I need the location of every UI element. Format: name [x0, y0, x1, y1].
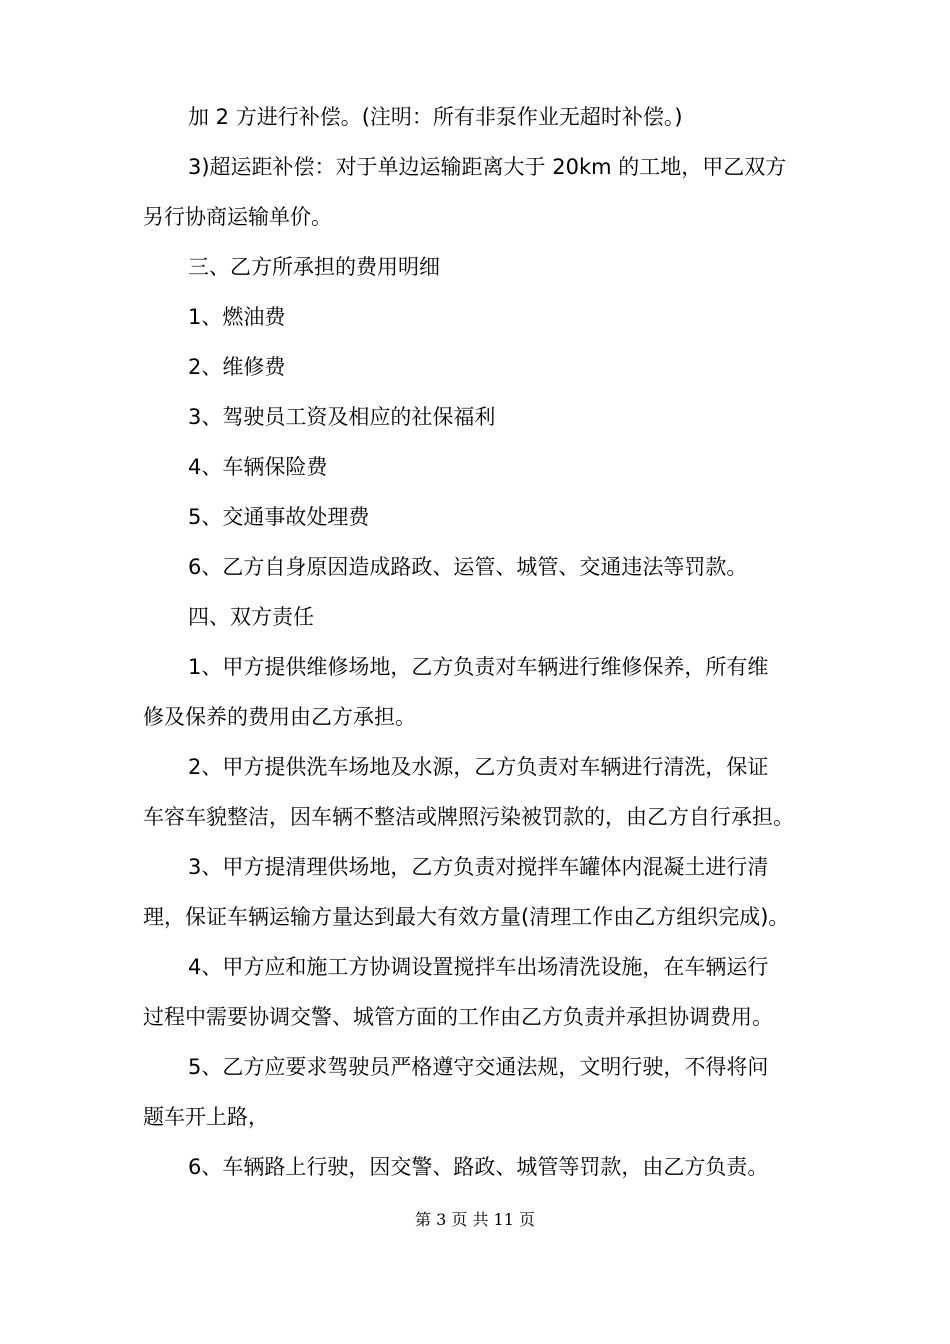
section-heading: 三、乙方所承担的费用明细: [188, 255, 440, 279]
section-heading: 四、双方责任: [188, 605, 314, 629]
list-item: 1、燃油费: [188, 305, 286, 329]
list-item: 3、驾驶员工资及相应的社保福利: [188, 405, 496, 429]
paragraph-line: 1、甲方提供维修场地，乙方负责对车辆进行维修保养，所有维: [188, 655, 769, 679]
paragraph-line: 加 2 方进行补偿。(注明：所有非泵作业无超时补偿。): [188, 105, 683, 129]
paragraph-line: 3)超运距补偿：对于单边运输距离大于 20km 的工地，甲乙双方: [188, 155, 787, 179]
paragraph-line: 6、车辆路上行驶，因交警、路政、城管等罚款，由乙方负责。: [188, 1155, 769, 1179]
paragraph-line: 4、甲方应和施工方协调设置搅拌车出场清洗设施，在车辆运行: [188, 955, 769, 979]
paragraph-line: 3、甲方提清理供场地，乙方负责对搅拌车罐体内混凝土进行清: [188, 855, 769, 879]
paragraph-line: 另行协商运输单价。: [143, 205, 332, 229]
paragraph-line: 理，保证车辆运输方量达到最大有效方量(清理工作由乙方组织完成)。: [143, 905, 790, 929]
list-item: 4、车辆保险费: [188, 455, 328, 479]
paragraph-line: 5、乙方应要求驾驶员严格遵守交通法规，文明行驶，不得将问: [188, 1055, 769, 1079]
list-item: 5、交通事故处理费: [188, 505, 370, 529]
paragraph-line: 过程中需要协调交警、城管方面的工作由乙方负责并承担协调费用。: [143, 1005, 773, 1029]
paragraph-line: 题车开上路，: [143, 1105, 269, 1129]
list-item: 6、乙方自身原因造成路政、运管、城管、交通违法等罚款。: [188, 555, 748, 579]
list-item: 2、维修费: [188, 355, 286, 379]
page-footer: 第 3 页 共 11 页: [415, 1210, 535, 1229]
paragraph-line: 修及保养的费用由乙方承担。: [143, 705, 416, 729]
paragraph-line: 2、甲方提供洗车场地及水源，乙方负责对车辆进行清洗，保证: [188, 755, 769, 779]
paragraph-line: 车容车貌整洁，因车辆不整洁或牌照污染被罚款的，由乙方自行承担。: [143, 805, 794, 829]
